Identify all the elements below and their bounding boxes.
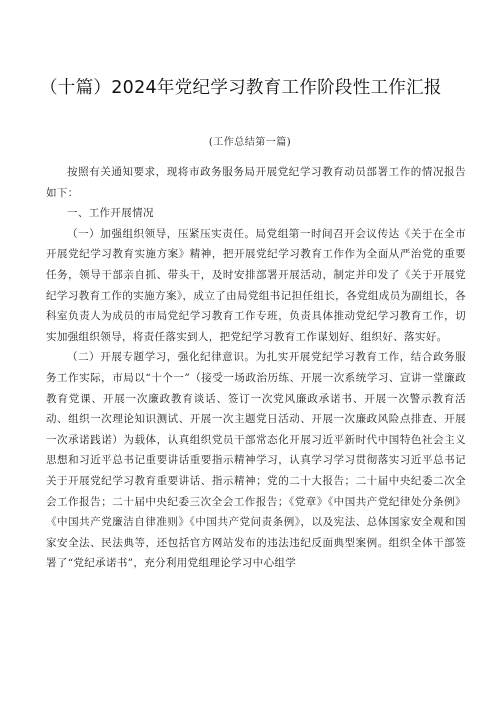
document-body <box>46 162 466 574</box>
section-heading: 一、工作开展情况 <box>67 207 154 220</box>
paragraph-study: （二）开展专题学习，强化纪律意识。为扎实开展党纪学习教育工作，结合政务服务工作实际，市局以“十个一”（接受一场政治历练、开展一次系统学习、宣讲一堂廉政教育党课、开展一次廉政教育谈话、签订一次党风廉政承诺书、开展一次警示教育活动、组织一次理论知识测试、开展一次主题党日活动、开展一次廉政风险点排查、开展一次承诺践诺）为载体，认真组织党员干部常态化开展习近平新时代中国特色社会主义思想和习近平总书记重要讲话重要指示精神学习，认真学习学习贯彻落实习近平总书记关于开展党纪学习教育重要讲话、指示精神；党的二十大报告；二十届中央纪委二次全会工作报告；二十届中央纪委三次全会工作报告；《党章》《中国共产党纪律处分条例》《中国共产党廉洁自律准则》《中国共产党问责条例》，以及宪法、总体国家安全观和国家安全法、民法典等，还包括官方网站发布的违法违纪反面典型案例。组织全体干部签署了“党纪承诺书”，充分利用党组理论学习中心组学 <box>46 351 466 570</box>
paragraph-organization: （一）加强组织领导，压紧压实责任。局党组第一时间召开会议传达《关于在全市开展党纪学习教育实施方案》精神，把开展党纪学习教育工作作为全面从严治党的重要任务，领导干部亲自抓、带头干，及时安排部署开展活动，制定并印发了《关于开展党纪学习教育工作的实施方案》，成立了由局党组书记担任组长，各党组成员为副组长，各科室负责人为成员的市局党纪学习教育工作专班，负责具体推动党纪学习教育工作，切实加强组织领导，将责任落实到人，把党纪学习教育工作谋划好、组织好、落实好。 <box>46 227 466 343</box>
document-title: （十篇）2024年党纪学习教育工作阶段性工作汇报 <box>40 78 442 98</box>
document-subtitle: (工作总结第一篇) <box>208 137 292 148</box>
paragraph-intro: 按照有关通知要求，现将市政务服务局开展党纪学习教育动员部署工作的情况报告如下： <box>46 166 466 199</box>
